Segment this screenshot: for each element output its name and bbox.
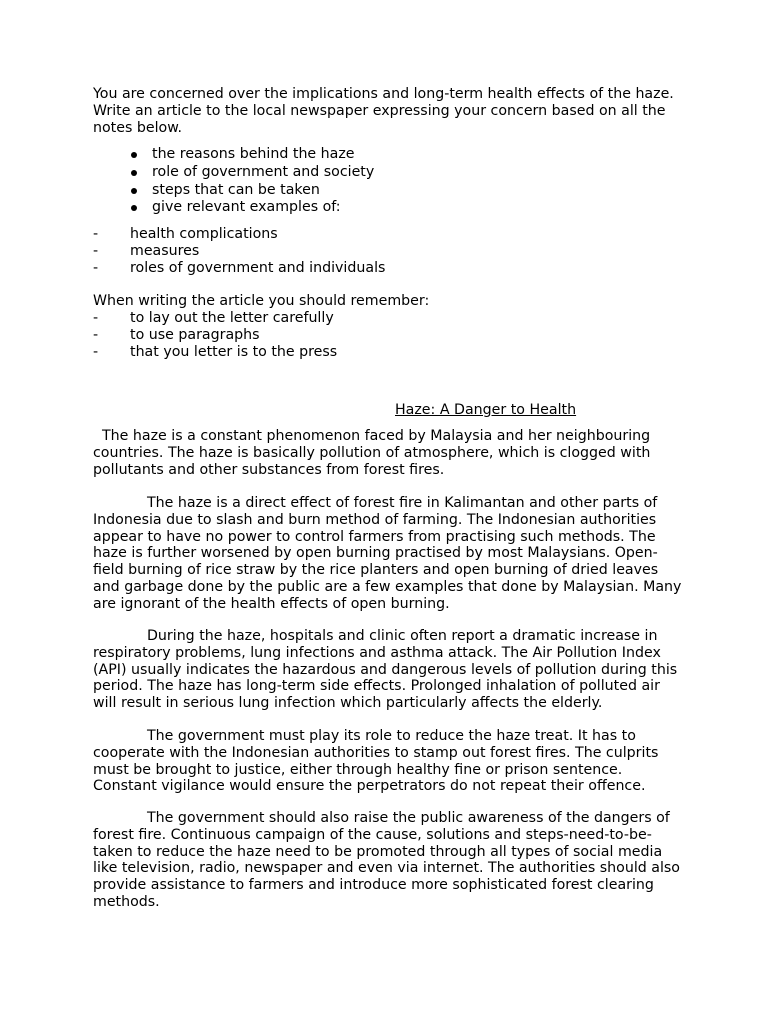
bullet-icon xyxy=(131,205,137,211)
dash-marker: - xyxy=(93,242,99,259)
article-paragraph: The haze is a constant phenomenon faced by Malaysia and her neighbouring countries. The haze is basically pollution of atmosphere, which is clogged with pollutants and other substances from forest fires. xyxy=(93,428,651,478)
article-paragraph: The government must play its role to reduce the haze treat. It has to cooperate with the Indonesian authorities to stamp out forest fires. The culprits must be brought to justice, either through healthy fine or prison sentence. Constant vigilance would ensure the perpetrators do not repeat their offence. xyxy=(93,728,659,795)
bullet-item: give relevant examples of: xyxy=(130,199,374,217)
list-item: - measures xyxy=(93,242,200,259)
dash-marker: - xyxy=(93,310,99,326)
dash-marker: - xyxy=(93,343,99,360)
list-item: - roles of government and individuals xyxy=(93,259,386,276)
list-item: - to use paragraphs xyxy=(93,326,260,343)
remember-intro: When writing the article you should remember: xyxy=(93,293,430,309)
bullet-icon xyxy=(131,188,137,194)
article-paragraph: The government should also raise the public awareness of the dangers of forest fire. Continuous campaign of the cause, solutions and steps-need-to-be-taken to reduce the haze need to be promoted through all types of social media like television, radio, newspaper and even via internet. The authorities should also provide assistance to farmers and introduce more sophisticated forest clearing methods. xyxy=(93,810,680,910)
dash-marker: - xyxy=(93,226,99,242)
prompt-instructions xyxy=(93,86,683,136)
bullet-item: the reasons behind the haze xyxy=(130,146,374,164)
bullet-item: role of government and society xyxy=(130,164,374,182)
instructions-text: You are concerned over the implications and long-term health effects of the haze. Write an article to the local newspaper expressing your concern based on all the notes below. xyxy=(93,86,674,136)
list-item: - health complications xyxy=(93,226,278,242)
list-item: - that you letter is to the press xyxy=(93,343,338,360)
article-paragraph: During the haze, hospitals and clinic often report a dramatic increase in respiratory problems, lung infections and asthma attack. The Air Pollution Index (API) usually indicates the hazardous and dangerous levels of pollution during this period. The haze has long-term side effects. Prolonged inhalation of polluted air will result in serious lung infection which particularly affects the elderly. xyxy=(93,628,678,712)
bullet-icon xyxy=(131,170,137,176)
article-paragraph: The haze is a direct effect of forest fire in Kalimantan and other parts of Indonesia due to slash and burn method of farming. The Indonesian authorities appear to have no power to control farmers from practising such methods. The haze is further worsened by open burning practised by most Malaysians. Open-field burning of rice straw by the rice planters and open burning of dried leaves and garbage done by the public are a few examples that done by Malaysian. Many are ignorant of the health effects of open burning. xyxy=(93,495,682,612)
dash-marker: - xyxy=(93,326,99,343)
bullet-icon xyxy=(131,152,137,158)
remember-list xyxy=(93,310,337,360)
examples-list xyxy=(93,226,385,276)
prompt-bullet-list xyxy=(130,146,374,217)
bullet-item: steps that can be taken xyxy=(130,182,374,200)
dash-marker: - xyxy=(93,259,99,276)
list-item: - to lay out the letter carefully xyxy=(93,310,334,326)
article-title: Haze: A Danger to Health xyxy=(395,402,577,418)
